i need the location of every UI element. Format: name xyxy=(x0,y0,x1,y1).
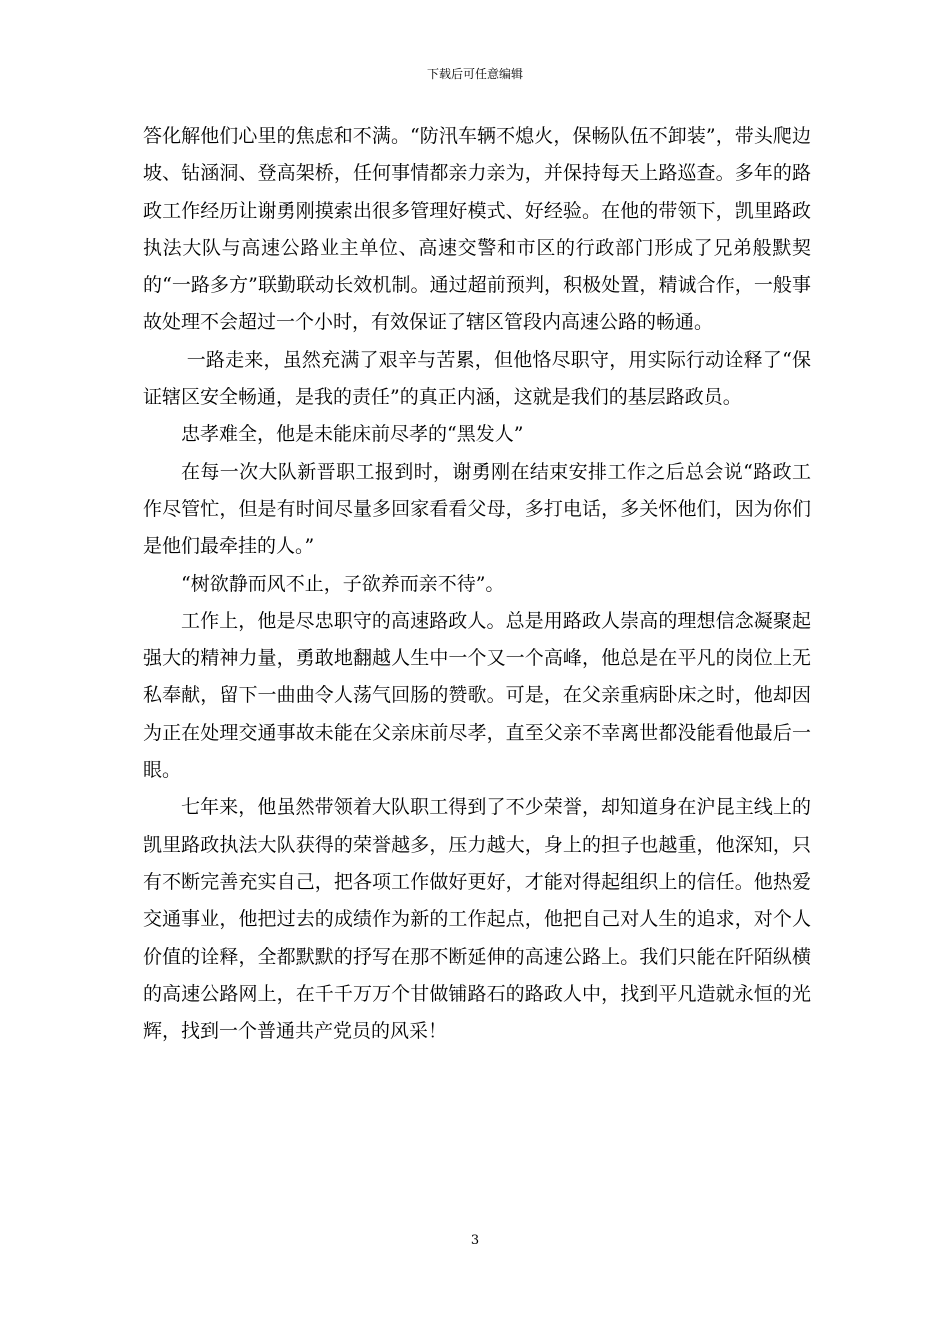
paragraph: 一路走来，虽然充满了艰辛与苦累，但他恪尽职守，用实际行动诠释了“保证辖区安全畅通，是我的责任”的真正内涵，这就是我们的基层路政员。 xyxy=(143,348,811,409)
paragraph: 答化解他们心里的焦虑和不满。“防汛车辆不熄火，保畅队伍不卸装”，带头爬边坡、钻涵洞、登高架桥，任何事情都亲力亲为，并保持每天上路巡查。多年的路政工作经历让谢勇刚摸索出很多管理好模式、好经验。在他的带领下，凯里路政执法大队与高速公路业主单位、高速交警和市区的行政部门形成了兄弟般默契的“一路多方”联勤联动长效机制。通过超前预判，积极处置，精诚合作，一般事故处理不会超过一个小时，有效保证了辖区管段内高速公路的畅通。 xyxy=(143,125,811,334)
paragraph: 工作上，他是尽忠职守的高速路政人。总是用路政人崇高的理想信念凝聚起强大的精神力量，勇敢地翻越人生中一个又一个高峰，他总是在平凡的岗位上无私奉献，留下一曲曲令人荡气回肠的赞歌。可是，在父亲重病卧床之时，他却因为正在处理交通事故未能在父亲床前尽孝，直至父亲不幸离世都没能看他最后一眼。 xyxy=(143,609,811,782)
section-heading: 忠孝难全，他是未能床前尽孝的“黑发人” xyxy=(181,423,524,446)
page-number: 3 xyxy=(470,1233,480,1248)
page-header: 下载后可任意编辑 xyxy=(426,67,523,81)
document-body xyxy=(143,118,811,1050)
paragraph: 七年来，他虽然带领着大队职工得到了不少荣誉，却知道身在沪昆主线上的凯里路政执法大队获得的荣誉越多，压力越大，身上的担子也越重，他深知，只有不断完善充实自己，把各项工作做好更好，才能对得起组织上的信任。他热爱交通事业，他把过去的成绩作为新的工作起点，他把自己对人生的追求，对个人价值的诠释，全都默默的抒写在那不断延伸的高速公路上。我们只能在阡陌纵横的高速公路网上，在千千万万个甘做铺路石的路政人中，找到平凡造就永恒的光辉，找到一个普通共产党员的风采！ xyxy=(143,796,811,1043)
paragraph: 在每一次大队新晋职工报到时，谢勇刚在结束安排工作之后总会说“路政工作尽管忙，但是有时间尽量多回家看看父母，多打电话，多关怀他们，因为你们是他们最牵挂的人。” xyxy=(143,460,811,558)
paragraph: “树欲静而风不止，子欲养而亲不待”。 xyxy=(181,572,505,595)
